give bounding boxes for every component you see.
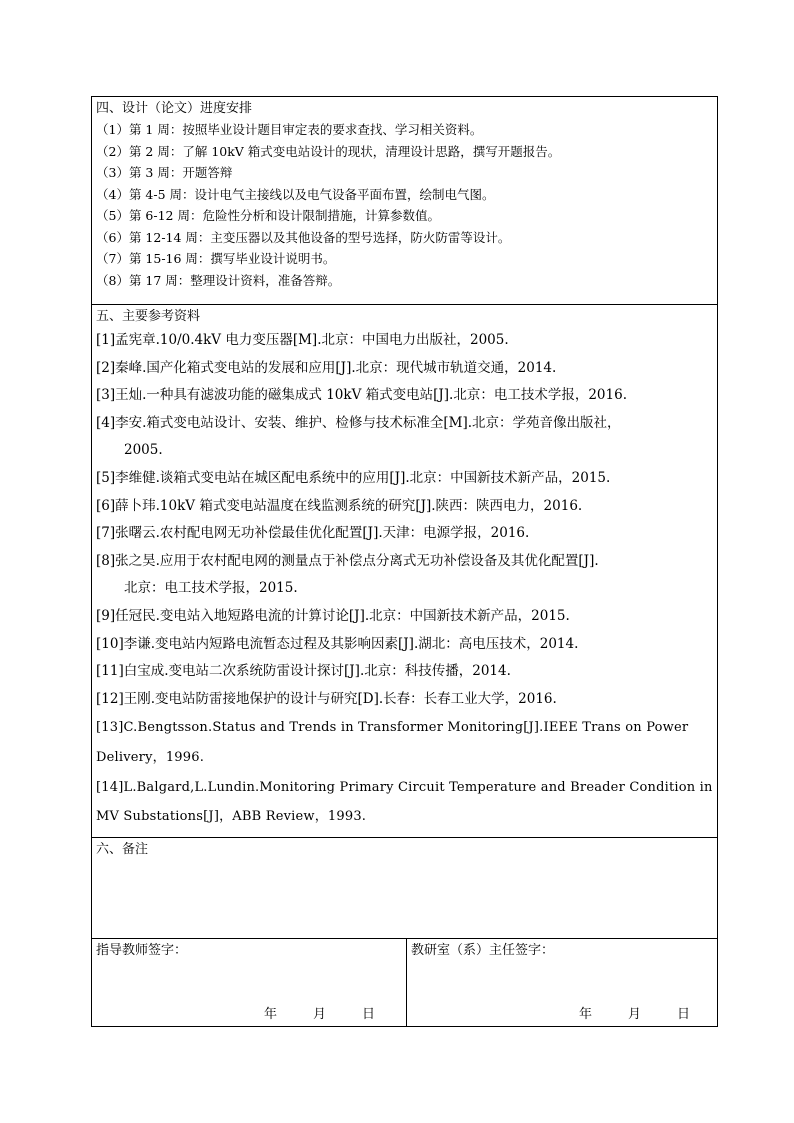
reference-item: [4]李安.箱式变电站设计、安装、维护、检修与技术标准全[M].北京：学苑音像出版社， 2005. [96, 414, 621, 459]
schedule-item: （4）第 4-5 周：设计电气主接线以及电气设备平面布置，绘制电气图。 [96, 186, 495, 202]
progress-form-table [91, 96, 718, 1027]
reference-item: [3]王灿.一种具有滤波功能的磁集成式 10kV 箱式变电站[J].北京：电工技术学报，2016. [96, 387, 627, 404]
schedule-item: （8）第 17 周：整理设计资料，准备答辩。 [96, 272, 341, 288]
reference-item: [1]孟宪章.10/0.4kV 电力变压器[M].北京：中国电力出版社，2005. [96, 332, 509, 348]
advisor-signature-label: 指导教师签字： [96, 943, 188, 958]
schedule-section [92, 97, 717, 305]
schedule-title: 四、设计（论文）进度安排 [96, 101, 253, 116]
notes-section [92, 838, 717, 939]
reference-item: [5]李维健.谈箱式变电站在城区配电系统中的应用[J].北京：中国新技术新产品，2015. [96, 469, 611, 486]
reference-item: [6]薛卜玮.10kV 箱式变电站温度在线监测系统的研究[J].陕西：陕西电力，2016. [96, 497, 583, 514]
date-year-label: 年 [264, 1007, 278, 1022]
reference-item: [8]张之昊.应用于农村配电网的测量点于补偿点分离式无功补偿设备及其优化配置[J]. 北京：电工技术学报，2015. [96, 552, 599, 597]
signature-section [92, 939, 717, 1026]
schedule-item: （7）第 15-16 周：撰写毕业设计说明书。 [96, 251, 336, 266]
schedule-item: （2）第 2 周：了解 10kV 箱式变电站设计的现状，清理设计思路，撰写开题报告。 [96, 143, 561, 159]
reference-item: [14]L.Balgard,L.Lundin.Monitoring Primary Circuit Temperature and Breader Condition in MV Substations[J]，ABB Review，1993. [96, 779, 713, 825]
reference-item: [13]C.Bengtsson.Status and Trends in Transformer Monitoring[J].IEEE Trans on Power Delivery，1996. [96, 720, 689, 765]
advisor-signature-date [264, 1003, 375, 1022]
date-day-label: 日 [677, 1007, 691, 1022]
schedule-item: （5）第 6-12 周：危险性分析和设计限制措施，计算参数值。 [96, 208, 440, 223]
date-day-label: 日 [362, 1007, 376, 1022]
reference-item: [10]李谦.变电站内短路电流暂态过程及其影响因素[J].湖北：高电压技术，2014. [96, 635, 579, 652]
date-year-label: 年 [579, 1007, 593, 1022]
date-month-label: 月 [628, 1007, 642, 1022]
director-signature-date [579, 1003, 690, 1022]
reference-item: [2]秦峰.国产化箱式变电站的发展和应用[J].北京：现代城市轨道交通，2014. [96, 359, 557, 376]
reference-item: [7]张曙云.农村配电网无功补偿最佳优化配置[J].天津：电源学报，2016. [96, 525, 530, 542]
schedule-item: （1）第 1 周：按照毕业设计题目审定表的要求查找、学习相关资料。 [96, 122, 483, 137]
notes-title: 六、备注 [96, 842, 149, 857]
director-signature-cell [407, 939, 717, 1026]
reference-item: [9]任冠民.变电站入地短路电流的计算讨论[J].北京：中国新技术新产品，2015. [96, 607, 570, 624]
reference-item: [12]王刚.变电站防雷接地保护的设计与研究[D].长春：长春工业大学，2016. [96, 690, 557, 707]
date-month-label: 月 [313, 1007, 327, 1022]
reference-item: [11]白宝成.变电站二次系统防雷设计探讨[J].北京：科技传播，2014. [96, 663, 511, 680]
advisor-signature-cell [92, 939, 407, 1026]
references-title: 五、主要参考资料 [96, 309, 201, 324]
schedule-item: （6）第 12-14 周：主变压器以及其他设备的型号选择，防火防雷等设计。 [96, 229, 511, 245]
reference-list [96, 327, 713, 832]
director-signature-label: 教研室（系）主任签字： [411, 943, 555, 958]
schedule-item: （3）第 3 周：开题答辩 [96, 165, 233, 180]
references-section [92, 305, 717, 838]
